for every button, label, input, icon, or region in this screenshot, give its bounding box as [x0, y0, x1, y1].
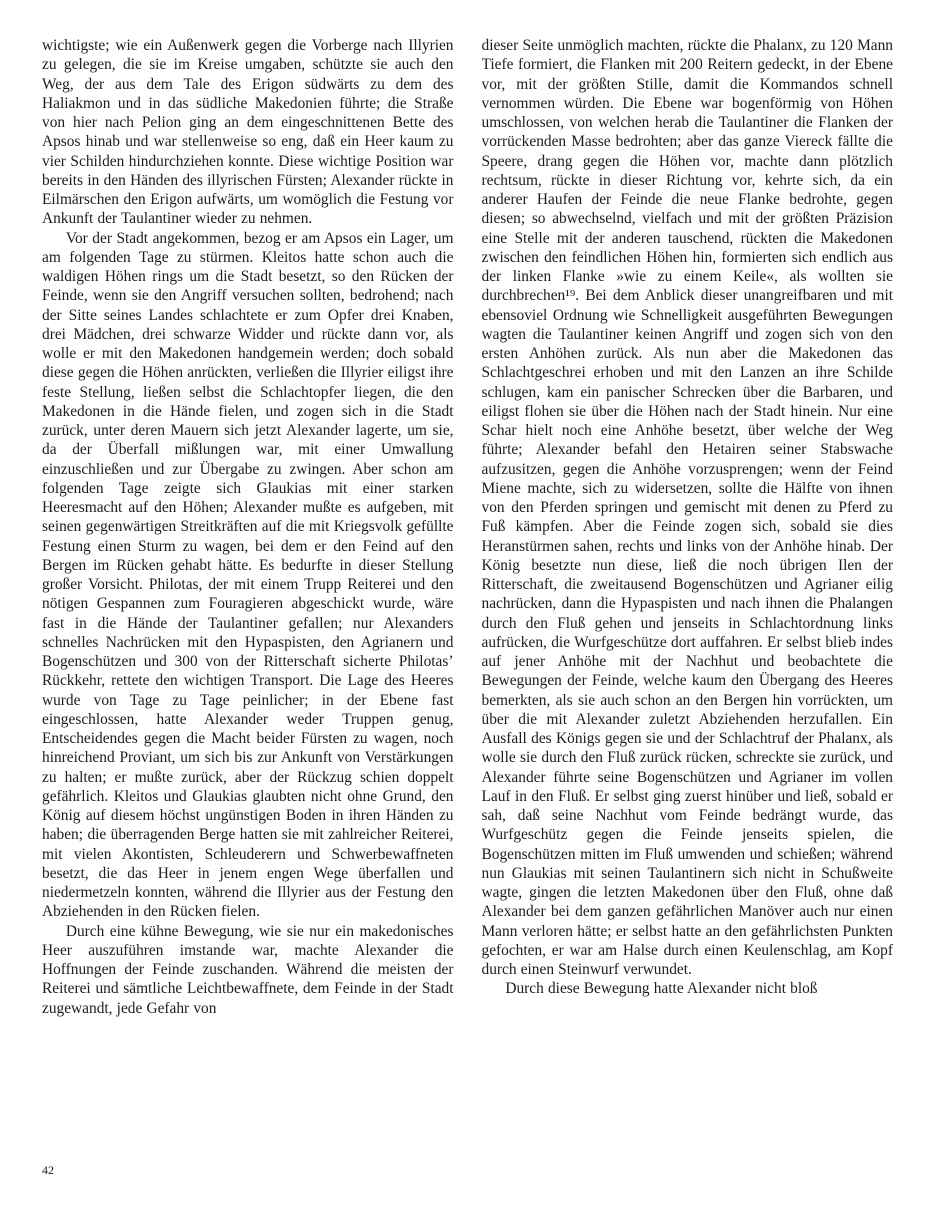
paragraph: Vor der Stadt angekommen, bezog er am Apsos ein Lager, um am folgenden Tage zu stürmen. Kleitos hatte schon auch die waldigen Höhen rings um die Stadt besetzt, so den Rücken der Feinde, wenn sie den Angriff versuchen sollten, bedrohend; nach der Sitte seines Landes schlachtete er zum Opfer drei Knaben, drei Mädchen, drei schwarze Widder und rückte dann vor, als wolle er mit den Makedonen handgemein werden; doch sobald diese gegen die Höhen anrückten, verließen die Illyrier eiligst ihre feste Stellung, ließen selbst die Schlachtopfer liegen, die den Makedonen in die Hände fielen, und zogen sich in die Stadt zurück, unter deren Mauern sich jetzt Alexander lagerte, um sie, da der Überfall mißlungen war, mit einer Umwallung einzuschließen und zur Übergabe zu zwingen. Aber schon am folgenden Tage zeigte sich Glaukias mit einer starken Heeresmacht auf den Höhen; Alexander mußte es aufgeben, mit seinen gegenwärtigen Streitkräften auf die mit Kriegsvolk gefüllte Festung einen Sturm zu wagen, bei dem er den Feind auf den Bergen im Rücken gehabt hätte. Es bedurfte in dieser Stellung großer Vorsicht. Philotas, der mit einem Trupp Reiterei und den nötigen Gespannen zum Fouragieren abgeschickt wurde, wäre fast in die Hände der Taulantiner gefallen; nur Alexanders schnelles Nachrücken mit den Hypaspisten, den Agrianern und Bogenschützen und 300 von der Ritterschaft sicherte Philotas’ Rückkehr, rettete den wichtigen Transport. Die Lage des Heeres wurde von Tage zu Tage peinlicher; in der Ebene fast eingeschlossen, hatte Alexander weder Truppen genug, Entscheidendes gegen die Macht beider Fürsten zu wagen, noch hinreichend Proviant, um sich bis zur Ankunft von Verstärkungen zu halten; er mußte zurück, aber der Rückzug schien doppelt gefährlich. Kleitos und Glaukias glaubten nicht ohne Grund, den König auf diesem höchst ungünstigen Boden in ihren Händen zu haben; die überragenden Berge hatten sie mit zahlreicher Reiterei, mit vielen Akontisten, Schleuderern und Schwerbewaffneten besetzt, die das Heer in jenem engen Wege überfallen und niedermetzeln konnten, während die Illyrier aus der Festung den Abziehenden in den Rücken fielen. — [42, 229, 454, 921]
paragraph: Durch diese Bewegung hatte Alexander nicht bloß — [505, 980, 818, 998]
page-footer — [42, 1163, 54, 1177]
paragraph: dieser Seite unmöglich machten, rückte die Phalanx, zu 120 Mann Tiefe formiert, die Flanken mit 200 Reitern gedeckt, in der Ebene vor, mit der größten Stille, damit die Kommandos schnell vernommen würden. Die Ebene war bogenförmig von Höhen umschlossen, von welchen herab die Taulantiner die Flanken der vorrückenden Masse bedrohten; aber das ganze Viereck fällte die Speere, drang gegen die Höhen vor, machte dann plötzlich rechtsum, rückte in dieser Richtung vor, kehrte sich, da ein anderer Haufen der Feinde die neue Flanke bedrohte, gegen diesen; so abwechselnd, vielfach und mit der größten Präzision eine Stelle mit der anderen tauschend, rückten die Makedonen zwischen den feindlichen Höhen hin, formierten sich endlich aus der linken Flanke »wie zu einem Keile«, als wollten sie durchbrechen¹⁹. Bei dem Anblick dieser unangreifbaren und mit ebensoviel Ordnung wie Schnelligkeit ausgeführten Bewegungen wagten die Taulantiner keinen Angriff und zogen sich von den ersten Anhöhen zurück. Als nun aber die Makedonen das Schlachtgeschrei erhoben und mit den Lanzen an ihre Schilde schlugen, kam ein panischer Schrecken über die Barbaren, und eiligst flohen sie über die Höhen nach der Stadt hinein. Nur eine Schar hielt noch eine Anhöhe besetzt, über welche der Weg führte; Alexander befahl den Hetairen seiner Stabswache aufzusitzen, gegen die Anhöhe vorzusprengen; wenn der Feind Miene machte, sich zu widersetzen, sollte die Hälfte von ihnen von den Pferden springen und gemischt mit denen zu Pferd zu Fuß kämpfen. Aber die Feinde zogen sich, sobald sie dies Heranstürmen sahen, rechts und links von der Anhöhe hinab. Der König besetzte nun diese, ließ die noch übrigen Ilen der Ritterschaft, die zweitausend Bogenschützen und Agrianer eilig nachrücken, dann die Hypaspisten und nach ihnen die Phalangen durch den Fluß gehen und jenseits in Schlachtordnung links aufrücken, die Wurfgeschütze dort auffahren. Er selbst blieb indes auf jener Anhöhe mit der Nachhut und beobachtete die Bewegungen der Feinde, welche kaum den Übergang des Heeres bemerkten, als sie auch schon an den Bergen hin vorrückten, um über die mit Alexander zuletzt Abziehenden herzufallen. Ein Ausfall des Königs gegen sie und der Schlachtruf der Phalanx, als wolle sie durch den Fluß zurück rücken, schreckte sie zurück, und Alexander führte seine Bogenschützen und Agrianer im vollen Lauf in den Fluß. Er selbst ging zuerst hinüber und ließ, sobald er sah, daß seine Nachhut vom Feinde bedrängt wurde, das Wurfgeschütz gegen die Feinde jenseits spielen, die Bogenschützen mitten im Fluß umwenden und schießen; während nun Glaukias mit seinen Taulantinern sich nicht in Schußweite wagte, gingen die letzten Makedonen über den Fluß, ohne daß Alexander bei dem ganzen gefährlichen Manöver auch nur einen Mann verloren hätte; er selbst hatte an den gefährlichsten Punkten gefochten, er war am Halse durch einen Keulenschlag, am Kopf durch einen Steinwurf verwundet. — [481, 37, 893, 978]
text-columns — [42, 36, 893, 1156]
paragraph: Durch eine kühne Bewegung, wie sie nur ein makedonisches Heer auszuführen imstande war, machte Alexander die Hoffnungen der Feinde zuschanden. Während die meisten der Reiterei und sämtliche Leichtbewaffnete, dem Feinde in der Stadt zugewandt, jede Gefahr von — [42, 922, 454, 1017]
paragraph: wichtigste; wie ein Außenwerk gegen die Vorberge nach Illyrien zu gelegen, die sie im Kreise umgaben, schützte sie auch den Weg, der aus dem Tale des Erigon südwärts zu dem des Haliakmon und in das südliche Makedonien führte; die Straße von hier nach Pelion ging an dem eingeschnittenen Bette des Apsos hinab und war stellenweise so eng, daß ein Heer kaum zu vier Schilden hindurchziehen konnte. Diese wichtige Position war bereits in den Händen des illyrischen Fürsten; Alexander rückte in Eilmärschen den Erigon aufwärts, um womöglich die Festung vor Ankunft der Taulantiner wieder zu nehmen. — [42, 37, 454, 228]
right-column — [482, 36, 894, 1156]
page-number: 42 — [42, 1163, 54, 1177]
left-column — [42, 36, 454, 1156]
